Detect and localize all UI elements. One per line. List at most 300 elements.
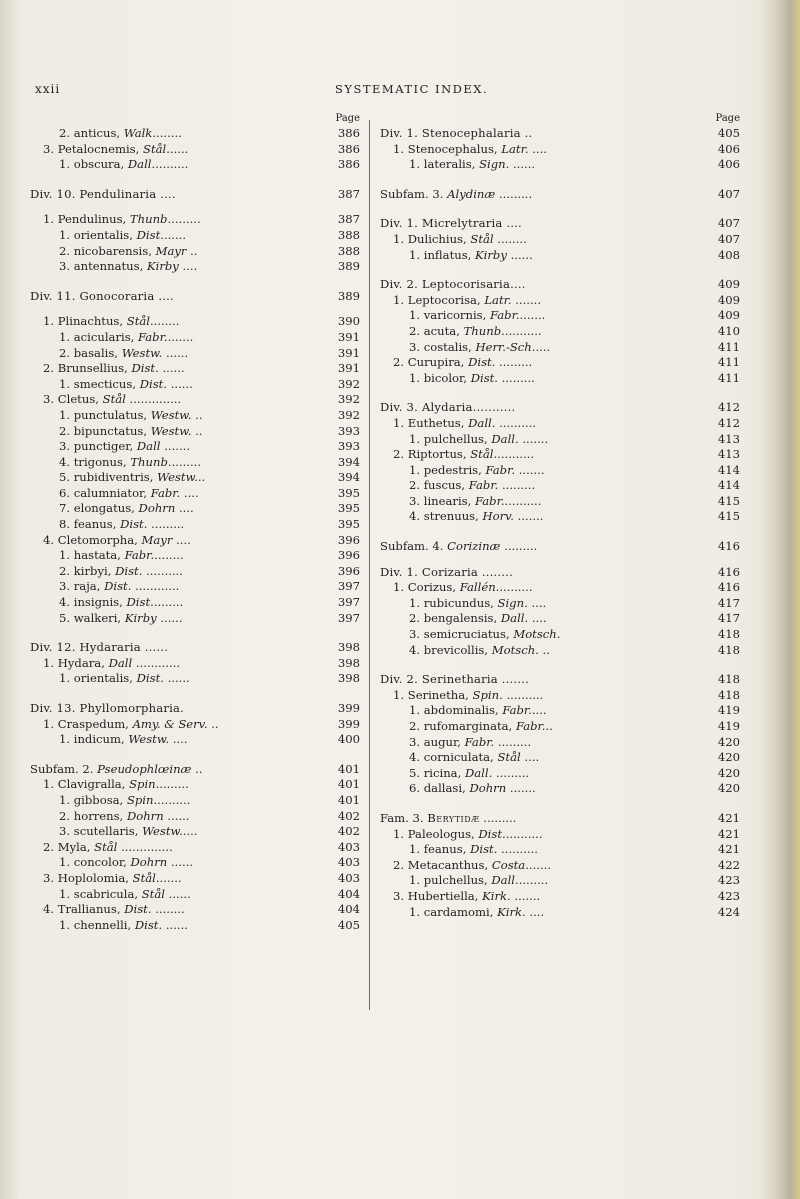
entry-page-number: 413 [717, 447, 740, 462]
entry-text [409, 643, 550, 659]
entry-text [43, 212, 201, 228]
entry-name: 2. bengalensis, [409, 611, 501, 626]
entry-name: 1. rubicundus, [409, 595, 498, 610]
entry-leader-dots: .... [520, 750, 540, 765]
entry-page-number: 409 [717, 277, 740, 292]
entry-author: Dist. [126, 595, 154, 610]
index-heading-entry [380, 187, 740, 203]
entry-leader-dots: .... [154, 288, 174, 303]
entry-text [59, 439, 190, 455]
entry-name: 6. dallasi, [409, 781, 470, 796]
index-genus-entry [380, 293, 740, 309]
entry-leader-dots: .. [520, 126, 533, 140]
entry-leader-dots: ......... [155, 777, 189, 792]
index-species-entry [30, 455, 360, 471]
entry-author: Amy. & Serv. [132, 716, 208, 731]
entry-leader-dots: ...... [158, 361, 185, 376]
entry-leader-dots: ....... [156, 126, 182, 140]
entry-name: 2. basalis, [59, 345, 122, 360]
entry-name: 1. Hydara, [43, 655, 109, 670]
entry-author: Dohrn [130, 855, 168, 870]
entry-author: Westw. [157, 470, 198, 485]
entry-leader-dots: .... [528, 611, 547, 626]
entry-author: Sign. [479, 157, 510, 172]
entry-text [30, 187, 176, 203]
entry-text [59, 918, 188, 934]
entry-page-number: 417 [717, 611, 740, 626]
entry-author: Dall. [491, 873, 519, 888]
entry-leader-dots: ...... [163, 227, 187, 242]
entry-text [30, 289, 174, 305]
entry-author: Latr. [501, 141, 529, 156]
entry-author: Dist. [470, 370, 498, 385]
entry-name: Subfam. 2. [30, 761, 98, 776]
entry-author: Herr.-Sch. [475, 339, 536, 354]
entry-page-number: 420 [717, 750, 740, 765]
entry-name: 2. Myla, [43, 839, 95, 854]
entry-author: Stål [102, 392, 126, 407]
entry-name: 1. Corizus, [393, 580, 460, 595]
index-species-entry [30, 671, 360, 687]
entry-author: Fabr. [464, 734, 495, 749]
index-genus-entry [30, 142, 360, 158]
page-header [0, 82, 800, 102]
entry-name: Div. 2. Leptocorisaria [380, 277, 511, 292]
entry-text [59, 228, 186, 244]
index-species-entry [30, 918, 360, 934]
entry-author: Westw. [142, 824, 183, 839]
entry-name: 4. insignis, [59, 595, 127, 610]
index-genus-entry [30, 656, 360, 672]
entry-text [409, 719, 553, 735]
spacer [30, 304, 360, 314]
entry-page-number: 404 [337, 902, 360, 917]
entry-author: Motsch. [491, 642, 539, 657]
index-species-entry [30, 439, 360, 455]
entry-author: Stål [141, 886, 165, 901]
entry-page-number: 424 [717, 904, 740, 919]
index-species-entry [30, 517, 360, 533]
entry-author: Dall. [468, 415, 496, 430]
entry-name: 1. Dulichius, [393, 231, 471, 246]
entry-leader-dots: ......... [479, 810, 517, 825]
entry-text [59, 470, 205, 486]
entry-leader-dots: ........... [493, 447, 535, 462]
index-genus-entry [380, 416, 740, 432]
entry-author: Stål [470, 447, 494, 462]
entry-page-number: 419 [717, 703, 740, 718]
entry-author: Westw. [121, 345, 163, 360]
index-species-entry [380, 340, 740, 356]
entry-author: Sign. [497, 595, 528, 610]
entry-name: Div. 10. Pendulinaria [30, 186, 157, 201]
index-species-entry [30, 486, 360, 502]
entry-page-number: 396 [337, 532, 360, 547]
entry-family-name: Berytidæ [427, 810, 480, 825]
entry-text [59, 259, 197, 275]
entry-page-number: 396 [337, 563, 360, 578]
entry-author: Latr. [484, 292, 512, 307]
entry-author: Thunb. [130, 454, 172, 469]
entry-name: 3. Hubertiella, [393, 888, 483, 903]
entry-leader-dots: .. [197, 470, 206, 485]
entry-text [409, 308, 545, 324]
entry-leader-dots: ......... [495, 355, 533, 370]
entry-name: 4. Cletomorpha, [43, 532, 142, 547]
entry-author: Dall [127, 157, 152, 172]
entry-text [59, 887, 191, 903]
entry-name: 1. Craspedum, [43, 716, 133, 731]
index-species-entry [380, 432, 740, 448]
entry-text [409, 905, 544, 921]
entry-name: 2. acuta, [409, 323, 464, 338]
entry-leader-dots: ......... [498, 478, 536, 493]
entry-author: Westw. [150, 407, 192, 422]
entry-text [43, 361, 185, 377]
entry-leader-dots: ......... [147, 517, 185, 532]
entry-leader-dots: ....... [160, 439, 190, 454]
book-spine-shadow [760, 0, 800, 1199]
entry-name: 1. scabricula, [59, 886, 142, 901]
entry-leader-dots: .... [510, 277, 526, 292]
entry-text [409, 324, 542, 340]
entry-text [409, 432, 548, 448]
entry-page-number: 411 [717, 370, 740, 385]
index-genus-entry [380, 858, 740, 874]
entry-leader-dots: ........ [149, 314, 180, 329]
entry-page-number: 400 [337, 732, 360, 747]
index-species-entry [30, 887, 360, 903]
spacer [380, 525, 740, 539]
entry-author: Pseudophlœinæ [97, 761, 192, 776]
index-genus-entry [380, 688, 740, 704]
entry-leader-dots: ....... [510, 888, 541, 903]
index-species-entry [30, 228, 360, 244]
entry-text [393, 416, 536, 432]
entry-name: 2. Brunsellius, [43, 361, 132, 376]
entry-text [43, 656, 180, 672]
index-genus-entry [380, 580, 740, 596]
index-species-entry [30, 470, 360, 486]
index-species-entry [30, 346, 360, 362]
entry-name: 2. Curupira, [393, 355, 469, 370]
entry-leader-dots: ...... [163, 671, 190, 686]
entry-author: Dall. [500, 611, 529, 626]
index-species-entry [380, 596, 740, 612]
entry-name: 1. chennelli, [59, 917, 135, 932]
entry-author: Fabr. [468, 478, 499, 493]
entry-page-number: 420 [717, 734, 740, 749]
entry-leader-dots: ......... [500, 539, 538, 554]
entry-leader-dots: .... [525, 904, 545, 919]
entry-text [393, 355, 532, 371]
entry-author: Horv. [482, 509, 514, 524]
entry-leader-dots: ...... [156, 610, 183, 625]
entry-text [409, 873, 548, 889]
entry-page-number: 389 [337, 288, 360, 303]
entry-leader-dots: ...... [506, 247, 533, 262]
entry-page-number: 418 [717, 642, 740, 657]
entry-page-number: 395 [337, 485, 360, 500]
entry-author: Mayr [141, 532, 173, 547]
entry-name: 1. smecticus, [59, 376, 140, 391]
entry-page-number: 402 [337, 824, 360, 839]
entry-name: 1. indicum, [59, 732, 129, 747]
entry-name: 4. Trallianus, [43, 902, 125, 917]
index-species-entry [380, 905, 740, 921]
entry-page-number: 403 [337, 855, 360, 870]
entry-leader-dots: .... [156, 186, 176, 201]
spacer [380, 173, 740, 187]
entry-name: Div. 13. Phyllomorpharia. [30, 701, 185, 715]
index-heading-entry [30, 289, 360, 305]
entry-leader-dots: ...... [164, 886, 191, 901]
entry-page-number: 415 [717, 509, 740, 524]
index-species-entry [30, 501, 360, 517]
index-species-entry [30, 377, 360, 393]
entry-name: Subfam. 3. [380, 186, 448, 201]
entry-page-number: 388 [337, 243, 360, 258]
entry-page-number: 418 [717, 687, 740, 702]
entry-text [409, 494, 541, 510]
entry-leader-dots: ........ [154, 548, 184, 563]
index-species-entry [380, 248, 740, 264]
index-genus-entry [30, 392, 360, 408]
spacer [30, 275, 360, 289]
entry-leader-dots: ......... [498, 370, 535, 385]
entry-name: 1. orientalis, [59, 227, 137, 242]
entry-author: Kirby [146, 259, 179, 274]
entry-text [59, 424, 203, 440]
entry-name: 1. pulchellus, [409, 873, 492, 888]
entry-name: 1. Leptocorisa, [393, 292, 485, 307]
entry-text [409, 248, 533, 264]
index-species-entry [380, 873, 740, 889]
entry-text [409, 766, 529, 782]
entry-text [409, 627, 560, 643]
entry-text [59, 793, 190, 809]
index-species-entry [30, 611, 360, 627]
index-genus-entry [30, 533, 360, 549]
entry-author: Walk. [123, 126, 157, 140]
entry-text [30, 762, 203, 778]
entry-author: Spin. [472, 687, 503, 702]
entry-page-number: 418 [717, 672, 740, 687]
entry-page-number: 401 [337, 761, 360, 776]
entry-text [380, 216, 522, 232]
entry-text [380, 400, 515, 416]
entry-page-number: 394 [337, 454, 360, 469]
entry-text [409, 596, 546, 612]
index-species-entry [30, 408, 360, 424]
entry-text [409, 703, 547, 719]
entry-page-number: 418 [717, 627, 740, 642]
entry-page-number: 395 [337, 517, 360, 532]
entry-name: 3. semicruciatus, [409, 627, 514, 642]
entry-text [393, 447, 534, 463]
entry-text [59, 377, 193, 393]
entry-name: 1. bicolor, [409, 370, 471, 385]
entry-name: 1. Paleologus, [393, 826, 479, 841]
entry-author: Fabr. [489, 308, 520, 323]
entry-text [409, 157, 535, 173]
entry-page-number: 406 [717, 157, 740, 172]
entry-text [380, 277, 526, 293]
index-species-entry [30, 259, 360, 275]
entry-leader-dots: .... [178, 259, 198, 274]
entry-author: Westw. [128, 732, 170, 747]
entry-leader-dots: .......... [151, 157, 189, 172]
entry-author: Kirby [124, 610, 157, 625]
entry-name: 1. concolor, [59, 855, 131, 870]
entry-page-number: 414 [717, 462, 740, 477]
entry-leader-dots: ....... [518, 431, 549, 446]
index-genus-entry [30, 717, 360, 733]
entry-author: Dall [136, 439, 161, 454]
index-species-entry [380, 842, 740, 858]
index-species-entry [30, 595, 360, 611]
index-species-entry [380, 494, 740, 510]
entry-page-number: 401 [337, 792, 360, 807]
entry-text [393, 688, 543, 704]
entry-page-number: 423 [717, 888, 740, 903]
entry-name: 1. punctulatus, [59, 407, 151, 422]
entry-leader-dots: ........ [518, 873, 549, 888]
entry-name: 1. feanus, [409, 842, 471, 857]
entry-page-number: 391 [337, 345, 360, 360]
entry-name: 1. pulchellus, [409, 431, 492, 446]
entry-name: 2. rufomarginata, [409, 719, 516, 733]
entry-leader-dots: .... [535, 339, 551, 354]
entry-text [59, 548, 184, 564]
entry-text [59, 501, 194, 517]
index-genus-entry [30, 871, 360, 887]
entry-author: Dist. [136, 671, 164, 686]
entry-author: Mayr [155, 243, 187, 258]
entry-name: 1. obscura, [59, 157, 128, 172]
entry-text [43, 314, 179, 330]
entry-leader-dots: .... [175, 501, 194, 516]
index-genus-entry [30, 314, 360, 330]
spacer [380, 386, 740, 400]
entry-leader-dots: .... [502, 216, 522, 231]
entry-name: 1. cardamomi, [409, 904, 498, 919]
entry-name: 3. raja, [59, 579, 105, 594]
index-species-entry [380, 371, 740, 387]
index-species-entry [380, 735, 740, 751]
index-species-entry [30, 244, 360, 260]
entry-page-number: 420 [717, 781, 740, 796]
entry-author: Fabr. [485, 462, 516, 477]
entry-leader-dots: .. [191, 407, 203, 422]
entry-page-number: 419 [717, 719, 740, 733]
entry-page-number: 397 [337, 579, 360, 594]
entry-name: 3. antennatus, [59, 259, 147, 274]
entry-page-number: 390 [337, 314, 360, 329]
spacer [380, 658, 740, 672]
entry-author: Spin [126, 792, 154, 807]
entry-author: Stål [497, 750, 521, 765]
index-species-entry [380, 750, 740, 766]
entry-author: Dohrn [469, 781, 507, 796]
index-genus-entry [30, 212, 360, 228]
entry-name: 1. Serinetha, [393, 687, 473, 702]
index-genus-entry [380, 232, 740, 248]
entry-leader-dots: ....... [155, 870, 182, 885]
entry-author: Stål [94, 839, 118, 854]
entry-text [59, 855, 193, 871]
entry-author: Fabr. [502, 703, 532, 718]
entry-text [43, 777, 189, 793]
entry-page-number: 411 [717, 355, 740, 370]
entry-leader-dots: ......... [495, 186, 533, 201]
entry-text [59, 486, 199, 502]
index-species-entry [380, 157, 740, 173]
entry-author: Fabr. [515, 719, 546, 733]
entry-text [43, 392, 181, 408]
entry-name: 1. Plinachtus, [43, 314, 127, 329]
entry-text [59, 517, 184, 533]
entry-name: 2. horrens, [59, 808, 127, 823]
entry-leader-dots: .... [531, 703, 547, 718]
index-species-entry [30, 824, 360, 840]
spacer [30, 626, 360, 640]
entry-text [409, 463, 545, 479]
page-number: xxii [35, 82, 61, 96]
entry-author: Dall. [464, 765, 493, 780]
entry-text [59, 611, 183, 627]
spacer [30, 748, 360, 762]
index-species-entry [30, 579, 360, 595]
index-genus-entry [30, 777, 360, 793]
entry-leader-dots: ........... [472, 400, 516, 415]
running-title: SYSTEMATIC INDEX. [335, 82, 489, 96]
entry-page-number: 416 [717, 580, 740, 595]
entry-leader-dots: ....... [511, 292, 542, 307]
entry-page-number: 392 [337, 407, 360, 422]
entry-leader-dots: .. [545, 719, 553, 733]
entry-page-number: 405 [717, 126, 740, 140]
entry-page-number: 417 [717, 595, 740, 610]
entry-leader-dots: ......... [492, 765, 530, 780]
entry-text [393, 232, 527, 248]
entry-page-number: 416 [717, 539, 740, 554]
entry-name: 2. anticus, [59, 126, 124, 140]
entry-text [380, 565, 513, 581]
entry-text [59, 126, 182, 142]
entry-name: 1. Pendulinus, [43, 212, 130, 227]
index-genus-entry [30, 361, 360, 377]
entry-name: 8. feanus, [59, 517, 121, 532]
entry-page-number: 410 [717, 323, 740, 338]
entry-name: 1. Euthetus, [393, 415, 469, 430]
left-column [30, 112, 360, 933]
entry-page-number: 407 [717, 216, 740, 231]
right-column [380, 112, 740, 920]
index-species-entry [380, 324, 740, 340]
entry-author: Dist. [478, 826, 506, 841]
entry-author: Fabr. [150, 485, 181, 500]
entry-author: Dohrn [126, 808, 164, 823]
entry-text [409, 781, 536, 797]
index-species-entry [30, 548, 360, 564]
entry-leader-dots: ......... [494, 734, 532, 749]
entry-name: 3. augur, [409, 734, 465, 749]
entry-leader-dots: .. [186, 243, 198, 258]
entry-leader-dots: ......... [167, 212, 201, 227]
entry-author: Dist. [134, 917, 163, 932]
entry-text [59, 346, 188, 362]
